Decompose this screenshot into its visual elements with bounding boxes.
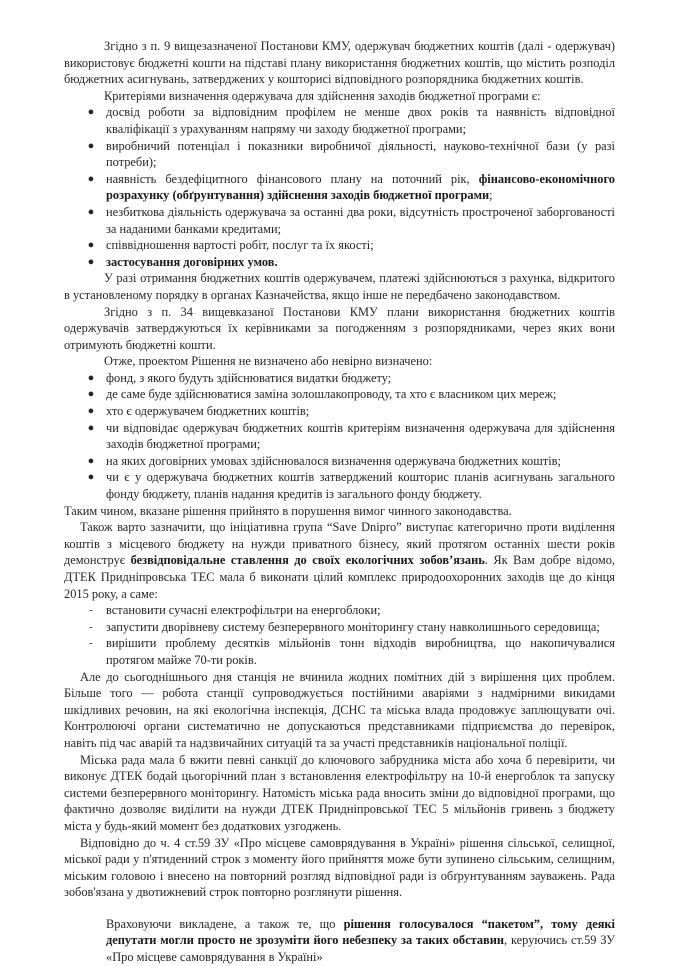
paragraph-violation: Таким чином, вказане рішення прийнято в порушення вимог чинного законодавства. <box>64 503 512 518</box>
paragraph-station-inaction: Але до сьогоднішнього дня станція не вчинила жодних помітних дій з вирішення цих проблем. Більше того — робота станції супроводжується постійними аваріями з надмірними викидами шкідливих речовин, на які екологічна інспекція, ДСНС та міська влада продовжує заплющувати очі. Контролюючі органи систематично не допускаються представниками підприємства до перевірок, навіть під час аварій та надзвичайних ситуацій та за участі представників національної поліції. <box>64 669 615 750</box>
list-item: ● незбиткова діяльність одержувача за останні два роки, відсутність простроченої заборгованості за наданими банками кредитами; <box>87 204 615 236</box>
paragraph-payments: У разі отримання бюджетних коштів одержувачем, платежі здійснюються з рахунка, відкритого в установленому порядку в органах Казначейства, якщо інше не передбачено законодавством. <box>64 271 615 302</box>
list-item: ● застосування договірних умов. <box>87 254 278 269</box>
dash-icon: - <box>89 637 93 650</box>
dash-icon: - <box>89 620 93 633</box>
document-page <box>64 38 615 966</box>
paragraph-not-defined-intro: Отже, проектом Рішення не визначено або невірно визначено: <box>104 354 433 369</box>
bullet-icon: ● <box>87 405 95 418</box>
paragraph-city-council: Міська рада мала б вжити певні санкції до ключового забрудника міста або хоча б перевірити, чи виконує ДТЕК бодай цьогорічний план з встановлення електрофільтру на 10-й енергоблок та запуску системи безперервного моніторингу. Натомість міська рада вносить зміни до відповідної програми, що фактично дозволяє виділити на нужди ДТЕК Придніпровської ТЕС 5 мільйонів гривень з бюджету міста у будь-який момент без додаткових узгоджень. <box>64 752 615 833</box>
bullet-icon: ● <box>87 471 95 484</box>
undefined-items-list <box>64 370 615 503</box>
list-item: ● наявність бездефіцитного фінансового плану на поточний рік, фінансово-економічного розрахунку (обґрунтування) здійснення заходів бюджетної програми; <box>87 171 615 203</box>
bullet-icon: ● <box>87 255 95 268</box>
list-item: ● на яких договірних умовах здійснювалося визначення одержувача бюджетних коштів; <box>87 453 561 468</box>
list-item: ● чи відповідає одержувач бюджетних коштів критеріям визначення одержувача для здійснення заходів бюджетної програми; <box>87 420 615 452</box>
bullet-icon: ● <box>87 205 95 218</box>
paragraph-recipient-usage: Згідно з п. 9 вищезазначеної Постанови КМУ, одержувач бюджетних коштів (далі - одержувач) використовує бюджетні кошти на підставі плану використання бюджетних коштів, що містить розподіл бюджетних асигнувань, затверджених у кошторисі відповідного розпорядника бюджетних коштів. <box>64 39 615 87</box>
list-item: - встановити сучасні електрофільтри на енергоблоки; <box>64 602 615 619</box>
measures-list <box>64 602 615 668</box>
bullet-icon: ● <box>87 239 95 252</box>
spacer <box>64 901 615 916</box>
bullet-icon: ● <box>87 454 95 467</box>
list-item: ● співвідношення вартості робіт, послуг та їх якості; <box>87 238 374 253</box>
list-item: - вирішити проблему десятків мільйонів тонн відходів виробництва, що накопичувалися протягом майже 70-ти років. <box>64 635 615 668</box>
paragraph-legal-basis: Відповідно до ч. 4 ст.59 ЗУ «Про місцеве самоврядування в Україні» рішення сільської, селищної, міської ради у п'ятиденний строк з моменту його прийняття може бути зупинено сільським, селищним, міським головою і внесено на повторний розгляд відповідної ради із обґрунтуванням зауважень. Рада зобов'язана у двотижневий строк повторно розглянути рішення. <box>64 835 615 900</box>
list-item: ● фонд, з якого будуть здійснюватися видатки бюджету; <box>87 370 392 385</box>
bullet-icon: ● <box>87 172 95 185</box>
paragraph-criteria-intro: Критеріями визначення одержувача для здійснення заходів бюджетної програми є: <box>104 88 541 103</box>
list-item: ● де саме буде здійснюватися заміна золошлакопроводу, та хто є власником цих мереж; <box>87 387 557 402</box>
list-item: - запустити дворівневу систему безперервного моніторингу стану навколишнього середовища; <box>64 619 615 636</box>
bullet-icon: ● <box>87 388 95 401</box>
bullet-icon: ● <box>87 106 95 119</box>
paragraph-conclusion: Враховуючи викладене, а також те, що рішення голосувалося “пакетом”, тому деякі депутати могли просто не зрозуміти його небезпеку за таких обставин, керуючись ст.59 ЗУ «Про місцеве самоврядування в Україні» <box>106 916 615 965</box>
bullet-icon: ● <box>87 371 95 384</box>
criteria-list <box>64 104 615 270</box>
list-item: ● досвід роботи за відповідним профілем не менше двох років та наявність відповідної кваліфікації з урахуванням напряму чи заходу бюджетної програми; <box>87 105 615 136</box>
paragraph-plan-approval: Згідно з п. 34 вищевказаної Постанови КМУ плани використання бюджетних коштів одержувачів затверджуються їх керівниками за погодженням з розпорядниками, через яких вони отримують бюджетні кошти. <box>64 304 615 352</box>
dash-icon: - <box>89 604 93 617</box>
list-item: ● чи є у одержувача бюджетних коштів затверджений кошторис планів асигнувань загального фонду бюджету, планів надання кредитів із загального фонду бюджету. <box>87 470 615 502</box>
list-item: ● хто є одержувачем бюджетних коштів; <box>87 404 310 419</box>
paragraph-save-dnipro: Також варто зазначити, що ініціативна група “Save Dnipro” виступає категорично проти виділення коштів з місцевого бюджету на нужди приватного бізнесу, який протягом останніх шести років демонструє безвідповідальне ставлення до своїх екологічних зобов’язань. Як Вам добре відомо, ДТЕК Придніпровська ТЕС мала б виконати цілий комплекс природоохоронних заходів ще до кінця 2015 року, а саме: <box>64 520 615 601</box>
bullet-icon: ● <box>87 139 95 152</box>
list-item: ● виробничий потенціал і показники виробничої діяльності, науково-технічної бази (у разі потреби); <box>87 138 615 170</box>
bullet-icon: ● <box>87 421 95 434</box>
